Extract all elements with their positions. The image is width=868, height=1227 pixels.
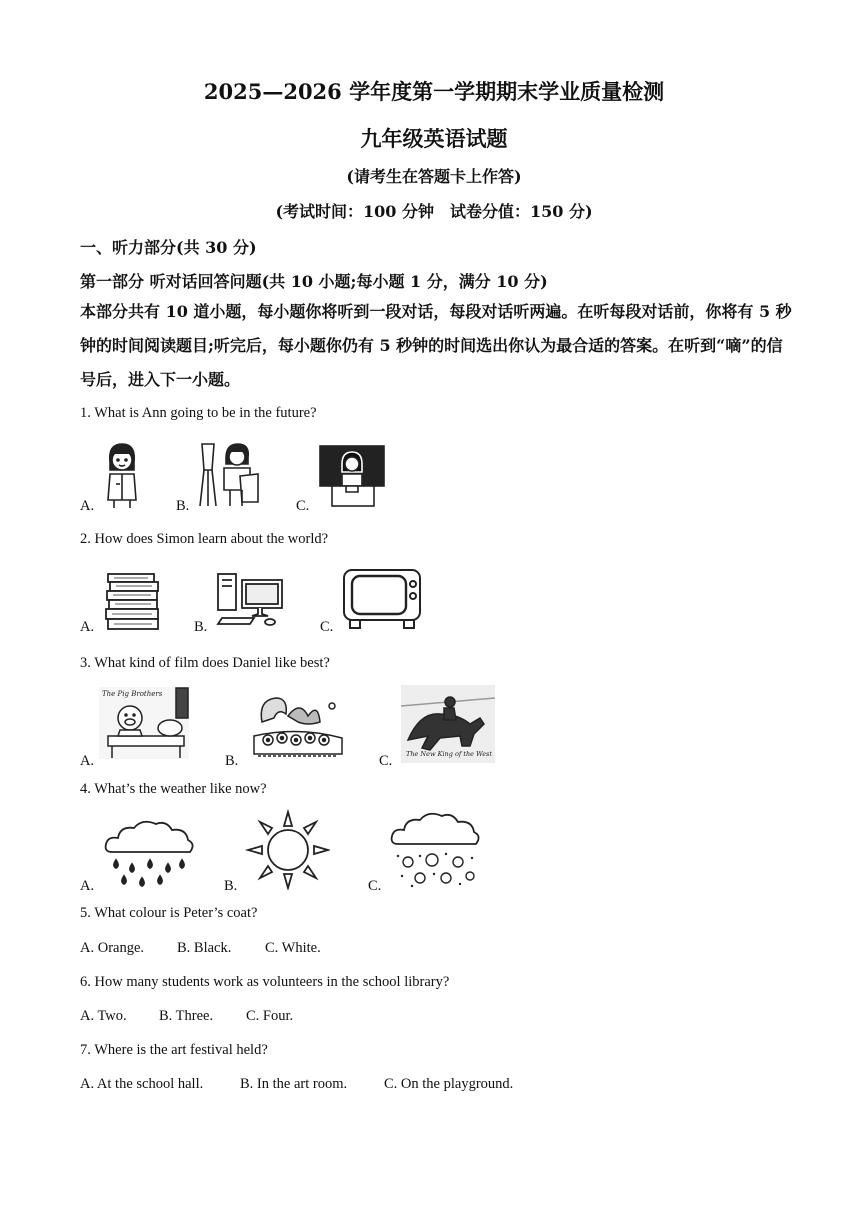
option-4c: C.	[368, 878, 382, 894]
option-7b: B. In the art room.	[240, 1076, 348, 1092]
film-c-caption: The New King of the West	[406, 750, 492, 758]
exam-subtitle: 九年级英语试题	[360, 126, 508, 151]
question-6: 6. How many students work as volunteers in the school library?	[80, 974, 450, 990]
option-4a: A.	[80, 878, 95, 894]
option-2b: B.	[194, 619, 208, 635]
instructions: 本部分共有 10 道小题，每小题你将听到一段对话，每段对话听两遍。在听每段对话前，你将有 5 秒钟的时间阅读题目;听完后，每小题你仍有 5 秒钟的时间选出你认为最合适的答案。在听到“嘀”的信号后，进入下一小题。	[80, 302, 792, 389]
option-1a: A.	[80, 498, 95, 514]
books-icon	[104, 572, 162, 632]
option-2a: A.	[80, 619, 95, 635]
option-6b: B. Three.	[159, 1008, 214, 1024]
option-5a: A. Orange.	[80, 940, 145, 956]
part1-heading: 第一部分 听对话回答问题(共 10 小题;每小题 1 分，满分 10 分)	[80, 272, 548, 291]
question-3: 3. What kind of film does Daniel like best?	[80, 655, 330, 671]
option-6a: A. Two.	[80, 1008, 127, 1024]
exam-info: (考试时间：100 分钟 试卷分值：150 分)	[275, 202, 593, 221]
option-5b: B. Black.	[177, 940, 232, 956]
option-1c: C.	[296, 498, 310, 514]
question-7: 7. Where is the art festival held?	[80, 1042, 268, 1058]
sun-icon	[244, 808, 330, 890]
exam-title: 2025—2026 学年度第一学期期末学业质量检测	[203, 79, 665, 104]
option-3a: A.	[80, 753, 95, 769]
option-4b: B.	[224, 878, 238, 894]
action-film-icon	[400, 684, 496, 764]
tv-icon	[342, 568, 422, 634]
option-2c: C.	[320, 619, 334, 635]
answer-note: (请考生在答题卡上作答)	[346, 167, 522, 186]
computer-icon	[214, 566, 290, 628]
option-7a: A. At the school hall.	[80, 1076, 204, 1092]
option-7c: C. On the playground.	[384, 1076, 514, 1092]
option-5c: C. White.	[265, 940, 321, 956]
film-a-caption: The Pig Brothers	[102, 690, 163, 698]
question-5: 5. What colour is Peter’s coat?	[80, 905, 258, 921]
option-3b: B.	[225, 753, 239, 769]
doctor-girl-icon	[98, 440, 146, 510]
section-heading: 一、听力部分(共 30 分)	[80, 238, 257, 257]
snow-icon	[388, 806, 484, 890]
option-6c: C. Four.	[246, 1008, 294, 1024]
rain-icon	[102, 816, 198, 890]
nature-film-icon	[248, 692, 348, 760]
option-3c: C.	[379, 753, 393, 769]
teacher-girl-icon	[318, 444, 386, 510]
question-1: 1. What is Ann going to be in the future?	[80, 405, 317, 421]
question-4: 4. What’s the weather like now?	[80, 781, 267, 797]
painter-girl-icon	[196, 440, 264, 510]
cartoon-film-icon	[98, 686, 190, 760]
question-2: 2. How does Simon learn about the world?	[80, 531, 329, 547]
option-1b: B.	[176, 498, 190, 514]
